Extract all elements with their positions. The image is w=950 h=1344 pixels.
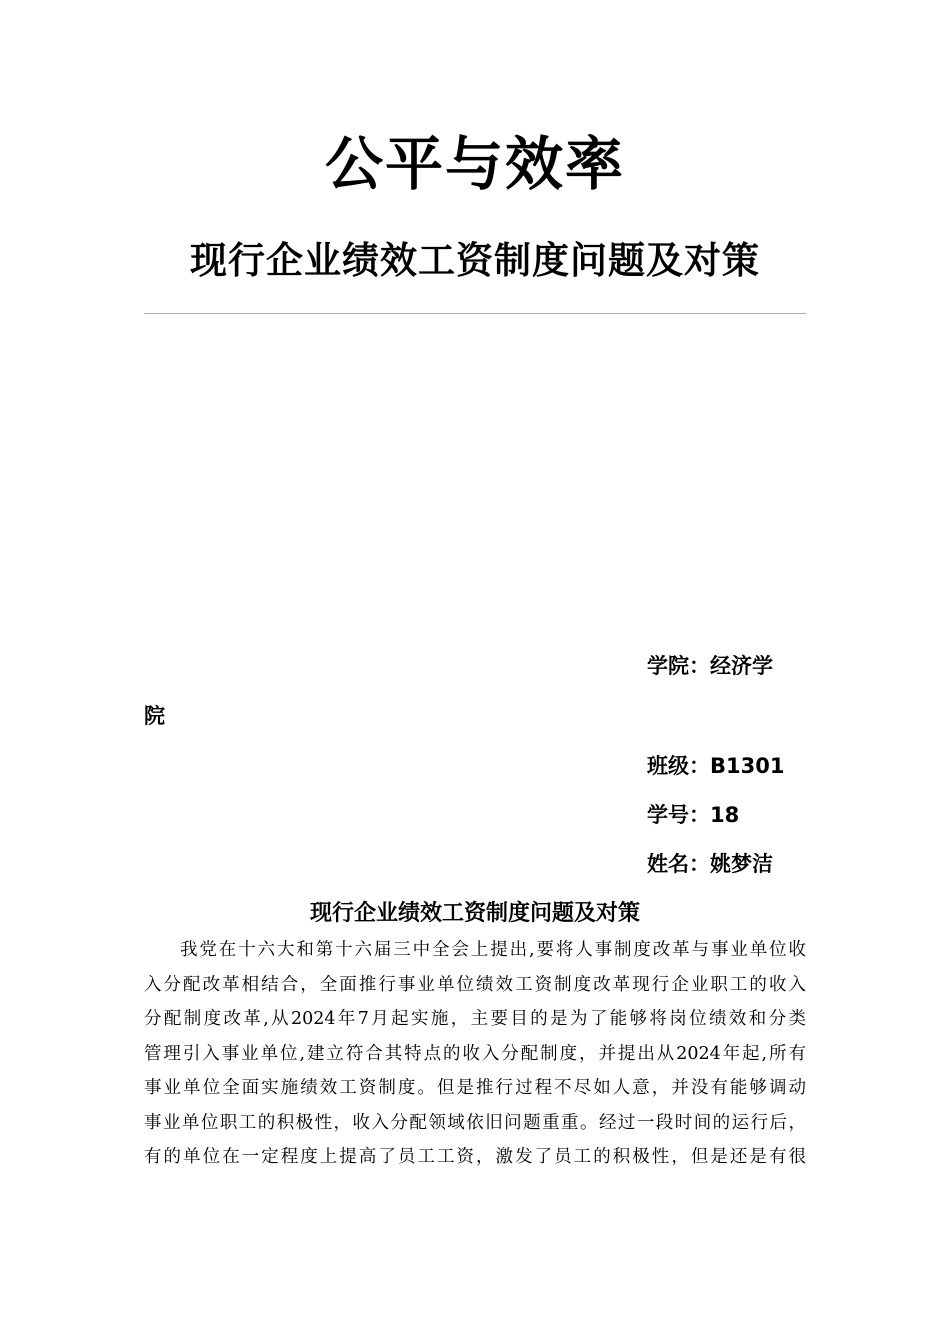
paragraph-line: 有的单位在一定程度上提高了员工工资，激发了员工的积极性，但是还是有很	[144, 1147, 806, 1167]
paragraph-line: 我党在十六大和第十六届三中全会上提出,要将人事制度改革与事业单位收	[180, 940, 806, 960]
document-title: 公平与效率	[324, 130, 625, 198]
paragraph-line: 分配制度改革,从2024年7月起实施，主要目的是为了能够将岗位绩效和分类	[144, 1009, 806, 1029]
college-line-continuation: 院	[144, 704, 165, 728]
class-line: 班级：B1301	[647, 754, 785, 778]
paragraph-line: 管理引入事业单位,建立符合其特点的收入分配制度，并提出从2024年起,所有	[144, 1043, 806, 1064]
body-paragraph	[144, 933, 806, 1175]
paragraph-line: 事业单位职工的积极性，收入分配领域依旧问题重重。经过一段时间的运行后，	[144, 1112, 806, 1133]
student-name-line: 姓名：姚梦洁	[647, 852, 773, 876]
student-id-line: 学号：18	[647, 803, 740, 827]
paragraph-line: 事业单位全面实施绩效工资制度。但是推行过程不尽如人意，并没有能够调动	[144, 1078, 806, 1098]
college-line: 学院：经济学	[647, 654, 773, 678]
title-divider	[144, 313, 806, 314]
body-heading: 现行企业绩效工资制度问题及对策	[309, 901, 640, 926]
document-subtitle: 现行企业绩效工资制度问题及对策	[190, 238, 760, 282]
paragraph-line: 入分配改革相结合，全面推行事业单位绩效工资制度改革现行企业职工的收入	[144, 974, 806, 995]
